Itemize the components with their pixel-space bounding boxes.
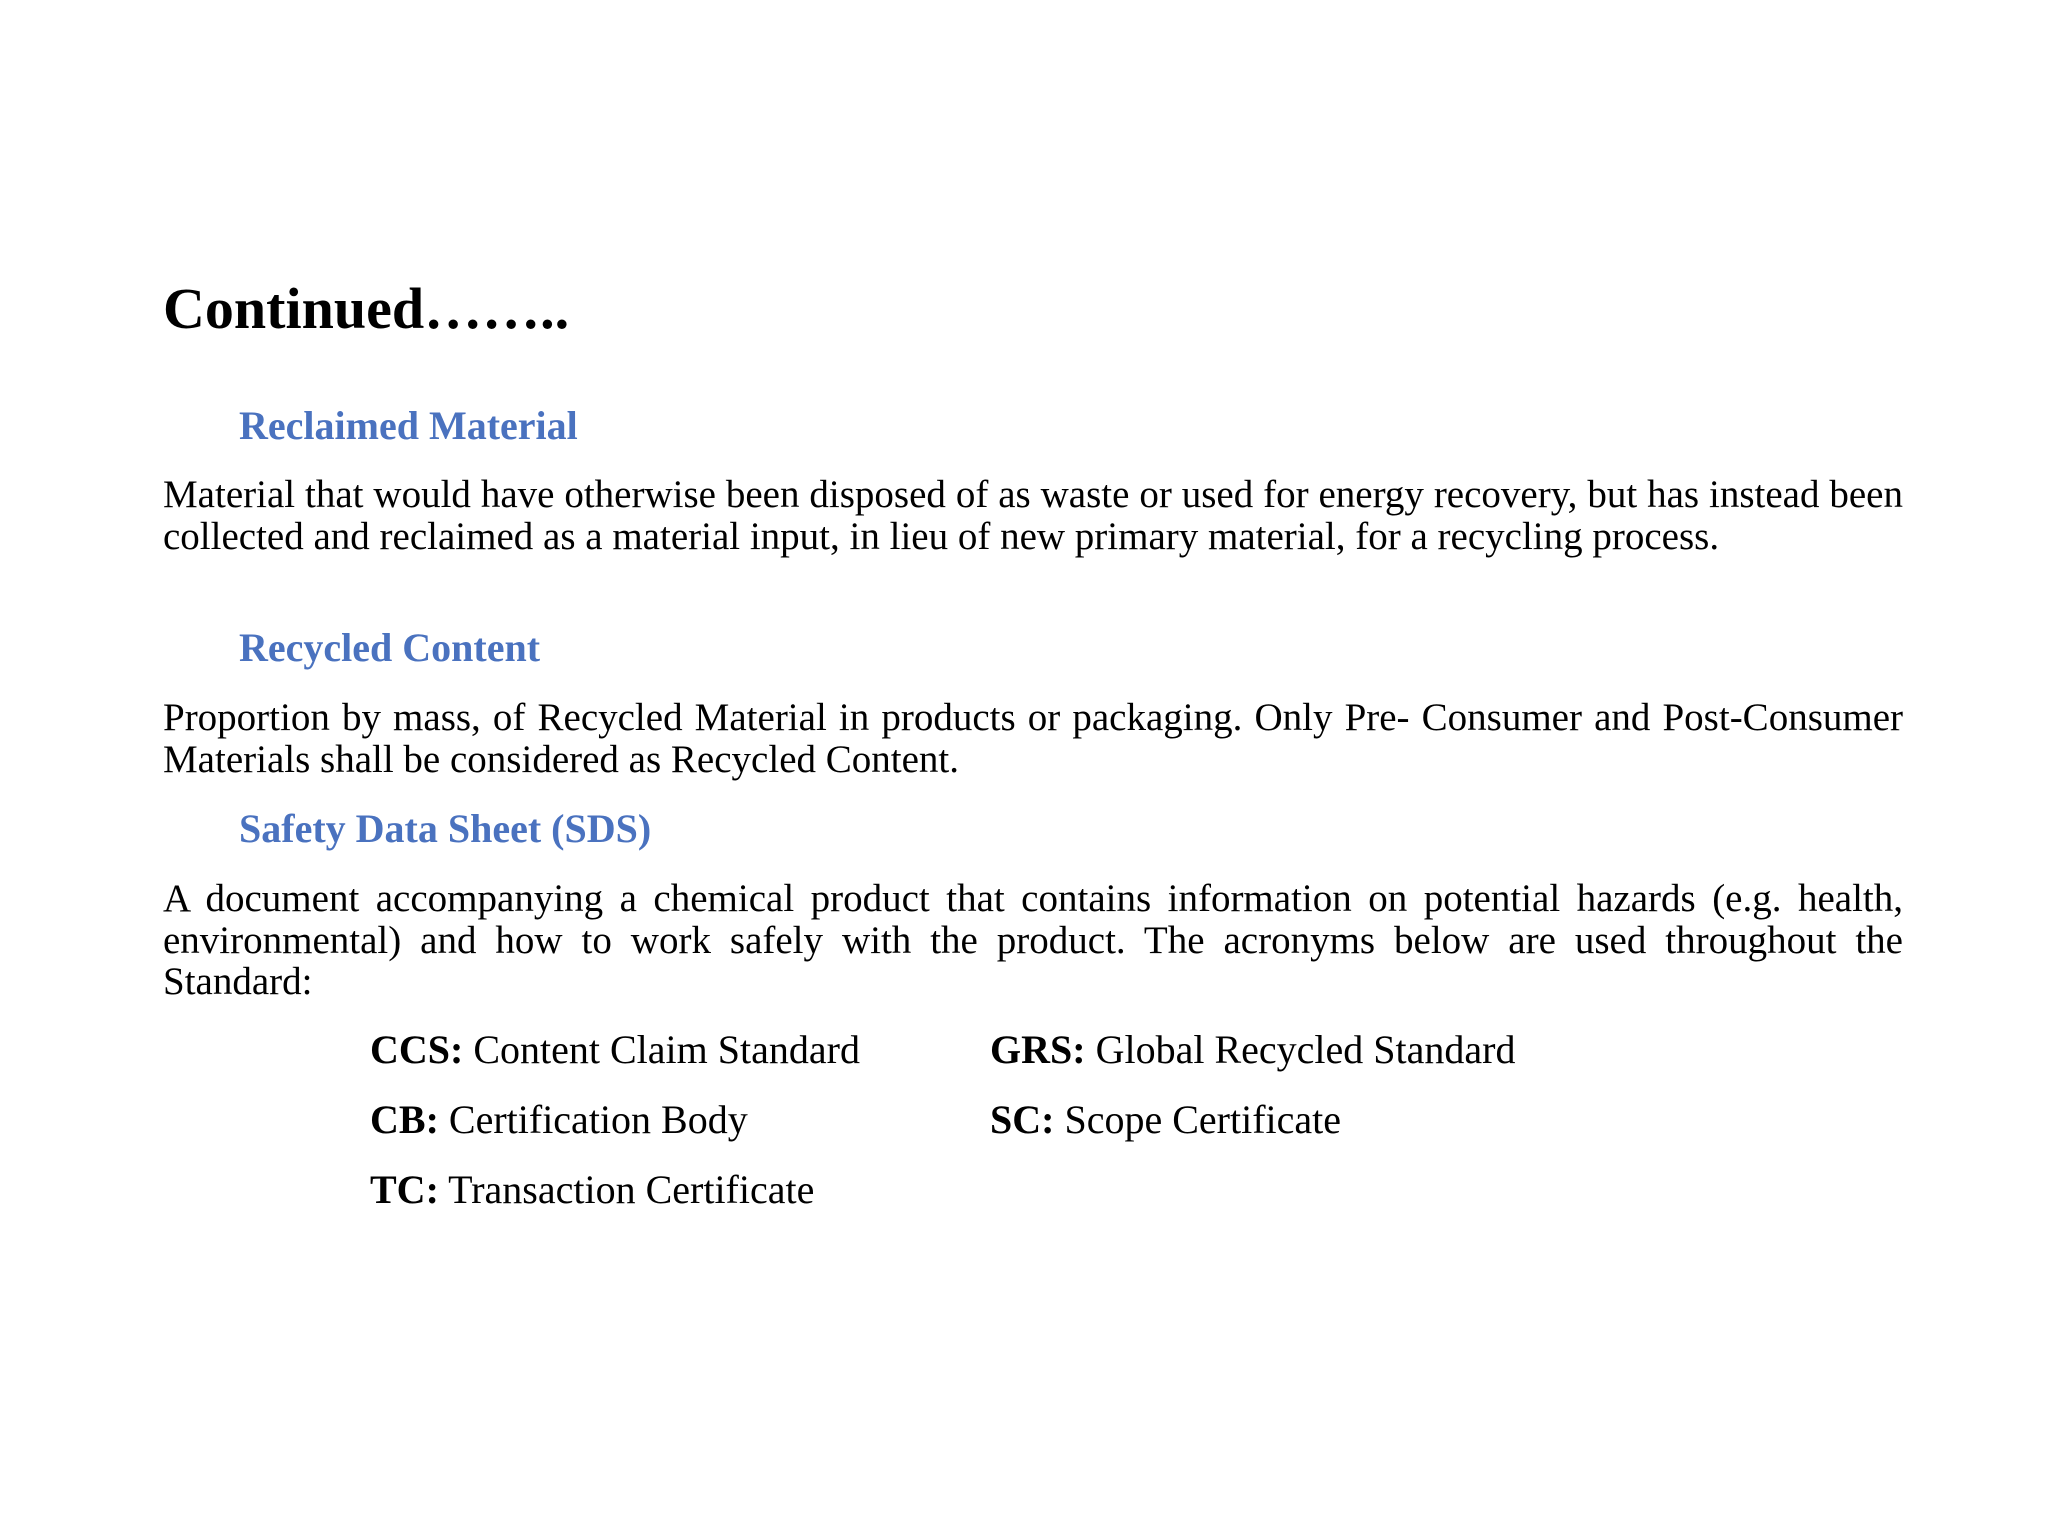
document-page — [163, 0, 1903, 1536]
page-heading: Continued…….. — [163, 276, 570, 341]
acronym-ccs — [370, 1026, 860, 1074]
definition-recycled-content: Proportion by mass, of Recycled Material in products or packaging. Only Pre- Consumer and Post-Consumer Materials shall be considered as Recycled Content. — [163, 696, 1903, 781]
acronym-abbr: SC: — [990, 1097, 1055, 1142]
acronym-tc — [370, 1166, 814, 1214]
acronym-meaning: Scope Certificate — [1064, 1097, 1341, 1142]
term-recycled-content: Recycled Content — [239, 625, 541, 670]
term-reclaimed-material: Reclaimed Material — [239, 403, 578, 448]
acronym-cb — [370, 1096, 748, 1144]
acronym-meaning: Certification Body — [448, 1097, 748, 1142]
acronym-sc — [990, 1096, 1341, 1144]
acronym-meaning: Global Recycled Standard — [1095, 1027, 1516, 1072]
acronym-grs — [990, 1026, 1515, 1074]
acronym-abbr: CB: — [370, 1097, 439, 1142]
acronym-meaning: Content Claim Standard — [473, 1027, 860, 1072]
acronym-abbr: GRS: — [990, 1027, 1086, 1072]
acronym-abbr: TC: — [370, 1167, 439, 1212]
term-safety-data-sheet: Safety Data Sheet (SDS) — [239, 806, 652, 851]
definition-reclaimed-material: Material that would have otherwise been disposed of as waste or used for energy recovery, but has instead been collected and reclaimed as a material input, in lieu of new primary material, for a recycling process. — [163, 473, 1903, 558]
acronym-meaning: Transaction Certificate — [448, 1167, 815, 1212]
definition-safety-data-sheet: A document accompanying a chemical product that contains information on potential hazards (e.g. health, environmental) and how to work safely with the product. The acronyms below are used throughout the Standard: — [163, 877, 1903, 1003]
acronym-abbr: CCS: — [370, 1027, 464, 1072]
